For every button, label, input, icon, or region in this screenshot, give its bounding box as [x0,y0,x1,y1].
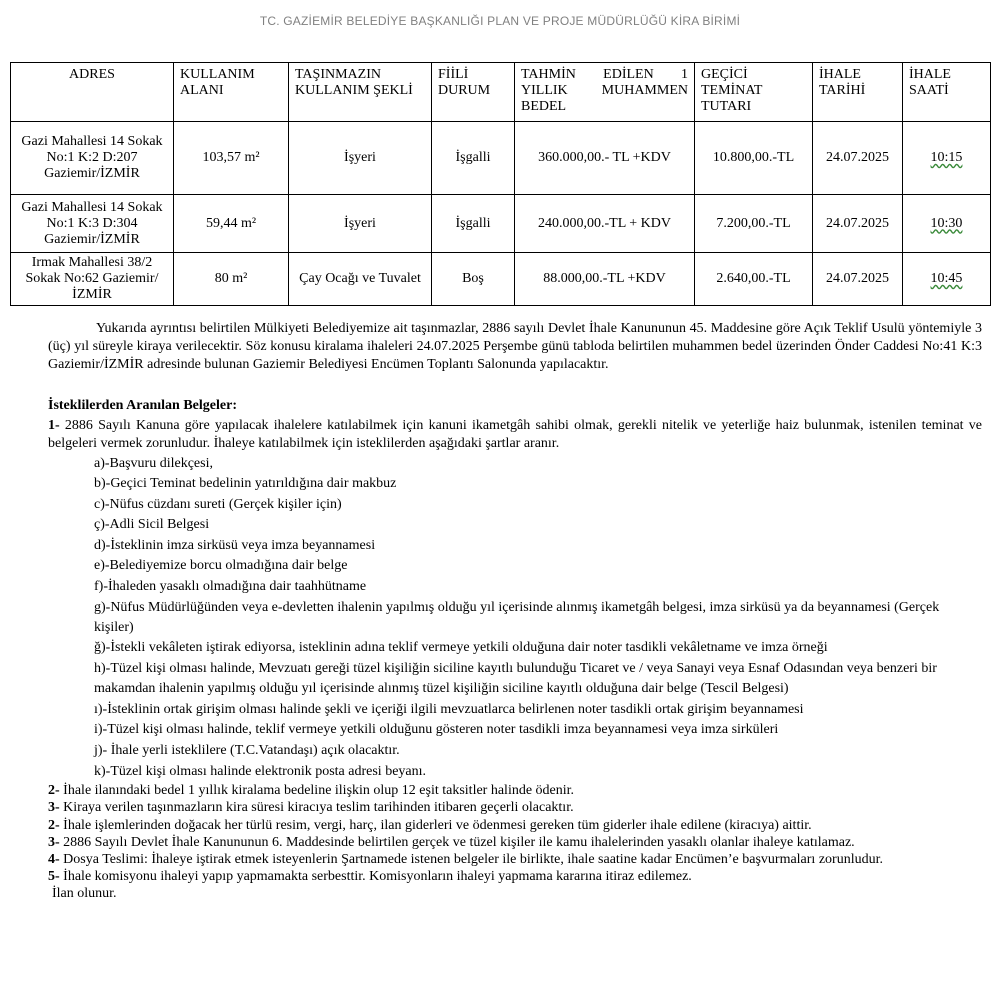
list-item: i)-Tüzel kişi olması halinde, teklif vermeye yetkili olduğunu gösteren noter tasdikli imza beyannamesi veya imza sirküleri [94,722,779,738]
cell-adres: Gazi Mahallesi 14 Sokak No:1 K:2 D:207 Gaziemir/İZMİR [11,122,174,195]
cell-fiili-durum: İşgalli [432,122,515,195]
cell-ihale-saati [903,122,991,195]
cell-kullanim-alani: 59,44 m² [174,195,289,253]
clause-number: 3- [48,834,60,850]
document-body [48,320,982,903]
item-text: 2886 Sayılı Kanuna göre yapılacak ihalelere katılabilmek için kanuni ikametgâh sahibi olmak, gerekli nitelik ve yeterliğe haiz bulunmak, istenilen teminat ve belgeleri vermek zorunludur. İhaleye katılabilmek için isteklilerden aşağıdaki şartlar aranır. [48,417,982,451]
col-header-adres: ADRES [11,63,174,122]
numbered-clauses [48,782,982,902]
item-number: 1- [48,417,60,433]
documents-item-1 [48,417,982,454]
cell-kullanim-alani: 80 m² [174,253,289,306]
list-item: g)-Nüfus Müdürlüğünden veya e-devletten ihalenin yapılmış olduğu yıl içerisinde alınmış ikametgâh belgesi, imza sirküsü ya da beyannamesi (Gerçek kişiler) [94,599,940,636]
cell-muhammen-bedel: 88.000,00.-TL +KDV [515,253,695,306]
list-item: k)-Tüzel kişi olması halinde elektronik posta adresi beyanı. [94,763,427,779]
closing-line: İlan olunur. [52,886,117,902]
cell-fiili-durum: İşgalli [432,195,515,253]
col-header-ihale-saati: İHALE SAATİ [903,63,991,122]
clause-text: İhale ilanındaki bedel 1 yıllık kiralama bedeline ilişkin olup 12 eşit taksitler halinde ödenir. [59,783,575,799]
cell-muhammen-bedel: 240.000,00.-TL + KDV [515,195,695,253]
list-item: j)- İhale yerli isteklilere (T.C.Vatandaşı) açık olacaktır. [94,743,400,759]
cell-gecici-teminat: 2.640,00.-TL [695,253,813,306]
cell-ihale-saati [903,253,991,306]
list-item: ç)-Adli Sicil Belgesi [94,517,210,533]
list-item: a)-Başvuru dilekçesi, [94,455,213,471]
list-item: d)-İsteklinin imza sirküsü veya imza beyannamesi [94,537,376,553]
clause-text: İhale komisyonu ihaleyi yapıp yapmamakta serbesttir. Komisyonların ihaleyi yapmama kararına itiraz edilemez. [59,869,692,885]
list-item: e)-Belediyemize borcu olmadığına dair belge [94,558,348,574]
table-row [11,122,991,195]
table-row [11,253,991,306]
list-item: ı)-İsteklinin ortak girişim olması halinde şekli ve içeriği ilgili mevzuatlarca belirlenen noter tasdikli ortak girişim beyannamesi [94,701,804,717]
cell-ihale-saati [903,195,991,253]
col-header-fiili-durum: FİİLİ DURUM [432,63,515,122]
cell-adres: Gazi Mahallesi 14 Sokak No:1 K:3 D:304 Gaziemir/İZMİR [11,195,174,253]
clause-number: 4- [48,852,60,868]
col-header-muhammen-bedel: TAHMİN EDİLEN 1 YILLIK MUHAMMEN BEDEL [515,63,695,122]
clause-number: 3- [48,800,60,816]
cell-ihale-tarihi: 24.07.2025 [813,253,903,306]
cell-kullanim-sekli: Çay Ocağı ve Tuvalet [289,253,432,306]
col-header-kullanim-sekli: TAŞINMAZIN KULLANIM ŞEKLİ [289,63,432,122]
cell-ihale-tarihi: 24.07.2025 [813,195,903,253]
clause-text: İhale işlemlerinden doğacak her türlü resim, vergi, harç, ilan giderleri ve ödenmesi gereken tüm giderler ihale edilene (kiracıya) aittir. [59,817,812,833]
clause-text: 2886 Sayılı Devlet İhale Kanununun 6. Maddesinde belirtilen gerçek ve tüzel kişiler ile kamu ihalelerinden yasaklı olanlar ihaleye katılamaz. [59,834,855,850]
rental-table [10,62,991,306]
cell-ihale-tarihi: 24.07.2025 [813,122,903,195]
cell-adres: Irmak Mahallesi 38/2 Sokak No:62 Gaziemir/İZMİR [11,253,174,306]
list-item: f)-İhaleden yasaklı olmadığına dair taahhütname [94,579,367,595]
col-header-gecici-teminat: GEÇİCİ TEMİNAT TUTARI [695,63,813,122]
document-header: TC. GAZİEMİR BELEDİYE BAŞKANLIĞI PLAN VE PROJE MÜDÜRLÜĞÜ KİRA BİRİMİ [259,14,741,28]
clause-number: 2- [48,783,60,799]
cell-kullanim-sekli: İşyeri [289,122,432,195]
cell-gecici-teminat: 7.200,00.-TL [695,195,813,253]
cell-ihale-saati-value: 10:15 [930,150,963,165]
table-header-row [11,63,991,122]
spacer [48,374,982,396]
clause-item [48,834,982,851]
list-item: c)-Nüfus cüzdanı sureti (Gerçek kişiler için) [94,496,342,512]
clause-text: Dosya Teslimi: İhaleye iştirak etmek isteyenlerin Şartnamede istenen belgeler ile birlikte, ihale saatine kadar Encümen’e başvurmaları zorunludur. [59,852,883,868]
col-header-ihale-tarihi: İHALE TARİHİ [813,63,903,122]
list-item: ğ)-İstekli vekâleten iştirak ediyorsa, isteklinin adına teklif vermeye yetkili olduğuna dair noter tasdikli vekâletname ve imza örneği [94,640,828,656]
clause-item [48,799,982,816]
cell-ihale-saati-value: 10:30 [930,215,963,231]
list-item: b)-Geçici Teminat bedelinin yatırıldığına dair makbuz [94,476,397,492]
cell-ihale-saati-value: 10:45 [930,271,963,286]
clause-number: 2- [48,817,60,833]
table-row [11,195,991,253]
col-header-kullanim-alani: KULLANIM ALANI [174,63,289,122]
cell-muhammen-bedel: 360.000,00.- TL +KDV [515,122,695,195]
clause-item [48,817,982,834]
clause-item [48,782,982,799]
documents-heading: İsteklilerden Aranılan Belgeler: [48,398,237,413]
cell-gecici-teminat: 10.800,00.-TL [695,122,813,195]
clause-item [48,851,982,868]
intro-paragraph: Yukarıda ayrıntısı belirtilen Mülkiyeti Belediyemize ait taşınmazlar, 2886 sayılı Devlet İhale Kanununun 45. Maddesine göre Açık Teklif Usulü yöntemiyle 3 (üç) yıl süreyle kiraya verilecektir. Söz konusu kiralama ihaleleri 24.07.2025 Perşembe günü tabloda belirtilen muhammen bedel üzerinden Önder Caddesi No:41 K:3 Gaziemir/İZMİR adresinde bulunan Gaziemir Belediyesi Encümen Toplantı Salonunda yapılacaktır. [48,321,982,372]
clause-text: Kiraya verilen taşınmazların kira süresi kiracıya teslim tarihinden itibaren geçerli olacaktır. [59,800,574,816]
cell-fiili-durum: Boş [432,253,515,306]
requirements-list [48,454,982,783]
cell-kullanim-alani: 103,57 m² [174,122,289,195]
list-item: h)-Tüzel kişi olması halinde, Mevzuatı gereği tüzel kişiliğin siciline kayıtlı bulunduğu Ticaret ve / veya Sanayi veya Esnaf Odasından veya benzeri bir makamdan ihalenin yapılmış olduğu yıl içerisinde alınmış tüzel kişiliğin siciline kayıtlı olduğuna dair belge (Tescil Belgesi) [94,661,937,697]
clause-item [48,868,982,885]
cell-kullanim-sekli: İşyeri [289,195,432,253]
clause-number: 5- [48,869,60,885]
